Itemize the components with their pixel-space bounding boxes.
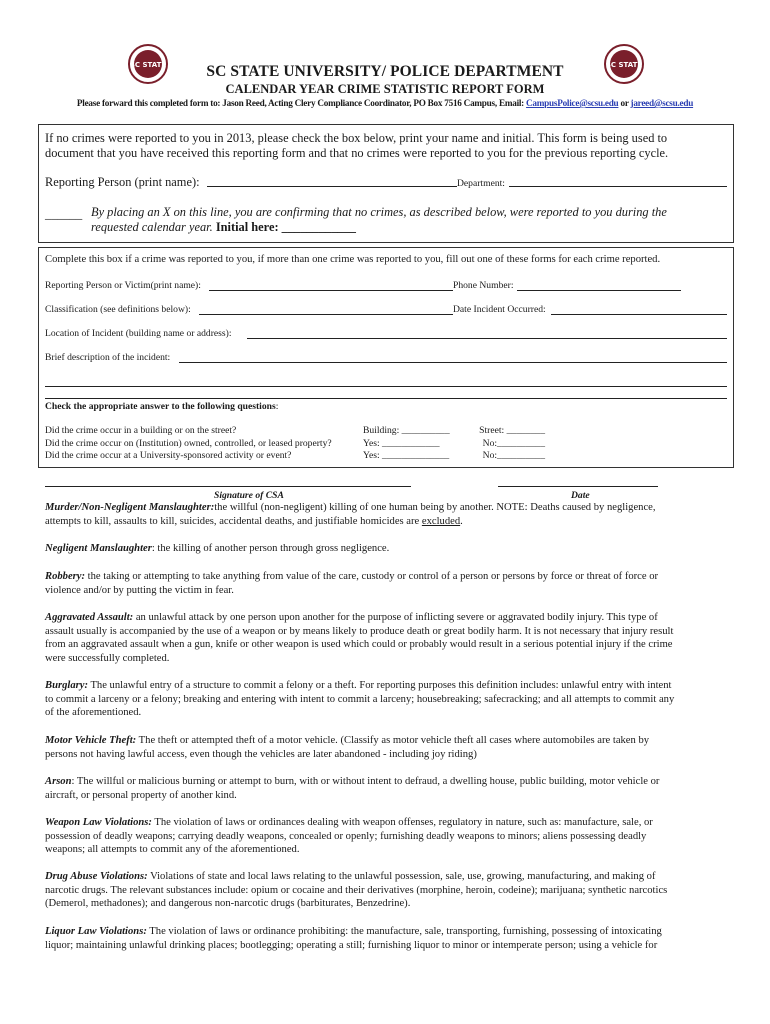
description-label: Brief description of the incident: [45,352,171,363]
classification-label: Classification (see definitions below): [45,304,191,315]
reporting-person-field[interactable] [207,186,457,187]
phone-label: Phone Number: [453,280,514,291]
definition-robbery [45,570,735,597]
location-field[interactable] [247,338,727,339]
question-3: Did the crime occur at a University-sponsored activity or event? [45,450,292,461]
murder-line-2: attempts to kill, assaults to kill, suicides, accidental deaths, and justifiable homicides are [45,515,422,527]
term-motor-vehicle-theft: Motor Vehicle Theft: [45,735,137,746]
forward-instructions [0,98,770,108]
murder-excluded: excluded [421,515,461,527]
crime-report-box [38,247,734,468]
initial-here-field[interactable]: Initial here: ____________ [215,220,357,234]
arson-text: : The willful or malicious burning or attempt to burn, with or without intent to defraud, a dwelling house, public building, motor vehicle or aircraft, or personal property of another kind. [45,776,660,801]
answer-column-2 [463,425,545,463]
answer-owned-yes[interactable]: Yes: ____________ [363,437,440,449]
answer-column-1 [363,425,450,463]
term-burglary: Burglary: [45,680,88,691]
phone-field[interactable] [517,290,681,291]
term-murder: Murder/Non-Negligent Manslaughter: [45,502,215,513]
term-drug-abuse: Drug Abuse Violations: [45,871,148,882]
form-subtitle: CALENDAR YEAR CRIME STATISTIC REPORT FORM [225,82,545,96]
motor-vehicle-text: The theft or attempted theft of a motor vehicle. (Classify as motor vehicle theft all cases where automobiles are taken by persons not having lawful access, even though the vehicles are later abandoned - including joy riding) [45,735,650,760]
department-field[interactable] [509,186,727,187]
confirm-line-1: By placing an X on this line, you are confirming that no crimes, as described below, were reported to you during the [91,205,667,219]
robbery-line-2: violence and/or by putting the victim in fear. [45,584,234,596]
reporting-person-label: Reporting Person (print name): [45,175,200,189]
location-label: Location of Incident (building name or address): [45,328,232,339]
confirm-line-2: requested calendar year. [91,220,213,234]
questions-heading-text: Check the appropriate answer to the following questions [45,401,276,412]
signature-date-field[interactable] [498,486,658,487]
description-field-line-1[interactable] [179,362,727,363]
description-field-line-2[interactable] [45,386,727,387]
email-link-campus-police[interactable]: CampusPolice@scsu.edu [526,98,619,108]
description-field-line-3[interactable] [45,398,727,399]
definition-negligent-manslaughter [45,542,735,556]
svg-text:SC STATE: SC STATE [605,61,643,69]
answer-event-yes[interactable]: Yes: ______________ [363,450,450,461]
assault-line-4: were successfully completed. [45,652,170,664]
confirm-blank-field[interactable]: ______ [45,207,83,221]
definition-motor-vehicle-theft [45,734,735,761]
date-occurred-field[interactable] [551,314,727,315]
negligent-line-1: : the killing of another person through gross negligence. [151,543,390,554]
assault-line-3: from an aggravated assault when a gun, knife or other weapon is used which could or probably would result in a serious potential injury if the crime [45,639,673,651]
definition-weapon-law [45,816,735,857]
page-title: SC STATE UNIVERSITY/ POLICE DEPARTMENT [206,63,564,80]
victim-name-field[interactable] [209,290,453,291]
question-1: Did the crime occur in a building or on the street? [45,425,237,436]
date-occurred-label: Date Incident Occurred: [453,304,546,315]
department-label: Department: [457,178,505,189]
answer-owned-no[interactable]: No:__________ [482,437,545,449]
questions-list [45,425,332,463]
term-aggravated-assault: Aggravated Assault: [45,612,134,623]
term-liquor-law: Liquor Law Violations: [45,926,147,937]
murder-line-1: the willful (non-negligent) killing of one human being by another. NOTE: Deaths caused by negligence, [214,502,656,513]
no-crimes-box [38,124,734,243]
answer-street[interactable]: Street: ________ [479,425,545,436]
term-robbery: Robbery: [45,571,86,582]
definition-arson [45,775,735,802]
murder-period: . [460,515,463,527]
forward-text: Please forward this completed form to: Jason Reed, Acting Clery Compliance Coordinator, PO Box 7516 Campus, Email: [76,98,524,108]
or-text: or [620,98,629,108]
definition-liquor-law [45,925,735,952]
questions-heading-colon: : [275,401,279,412]
intro-line-2: document that you have received this reporting form and that no crimes were reported to you for the previous reporting cycle. [45,146,669,160]
questions-heading [45,401,278,412]
definition-burglary [45,679,735,720]
email-link-jareed[interactable]: jareed@scsu.edu [630,98,694,108]
burglary-text: The unlawful entry of a structure to commit a felony or a theft. For reporting purposes this definition includes: unlawful entry with intent to commit a larceny or a felony; breaking and entering with intent to commit a larceny; housebreaking; safecracking; and all attempts to commit any of the aforementioned. [45,680,675,719]
no-crimes-intro [45,131,729,161]
definition-aggravated-assault [45,611,735,665]
svg-text:SC STATE: SC STATE [129,61,167,69]
confirm-statement [91,205,731,235]
assault-line-2: assault usually is accompanied by the use of a weapon or by means likely to produce death or great bodily harm. It is not necessary that injury result [45,625,674,637]
definition-murder [45,501,735,528]
assault-line-1: an unlawful attack by one person upon another for the purpose of inflicting severe or aggravated bodily injury. This type of [133,612,658,623]
signature-label: Signature of CSA [214,490,284,501]
answer-event-no[interactable]: No:__________ [482,450,545,461]
question-2: Did the crime occur on (Institution) owned, controlled, or leased property? [45,437,332,449]
term-negligent-manslaughter: Negligent Manslaughter [45,543,152,554]
robbery-line-1: the taking or attempting to take anything from value of the care, custody or control of a person or persons by force or threat of force or [85,571,659,582]
intro-line-1: If no crimes were reported to you in 2013, please check the box below, print your name and initial. This form is being used to [45,131,668,145]
signature-date-label: Date [571,490,590,501]
definition-drug-abuse [45,870,735,911]
classification-field[interactable] [199,314,453,315]
victim-name-label: Reporting Person or Victim(print name): [45,280,201,291]
signature-field[interactable] [45,486,411,487]
answer-building[interactable]: Building: __________ [363,425,450,436]
weapon-law-text: The violation of laws or ordinances dealing with weapon offenses, regulatory in nature, such as: manufacture, sale, or possession of deadly weapons; carrying deadly weapons, concealed or openly; furnishing deadly weapons to minors; aliens possessing deadly weapons; all attempts to commit any of the aforementioned. [45,817,653,856]
term-weapon-law: Weapon Law Violations: [45,817,152,828]
drug-abuse-text: Violations of state and local laws relating to the unlawful possession, sale, use, growing, manufacturing, and making of narcotic drugs. The relevant substances include: opium or cocaine and their derivatives (morphine, heroin, codeine); marijuana; synthetic narcotics (Demerol, methadones); and dangerous non-narcotic drugs (barbiturates, Benzedrine). [45,871,668,910]
crime-box-intro: Complete this box if a crime was reported to you, if more than one crime was reported to you, fill out one of these forms for each crime reported. [45,254,661,265]
liquor-law-text: The violation of laws or ordinance prohibiting: the manufacture, sale, transporting, furnishing, possessing of intoxicating liquor; maintaining unlawful drinking places; bootlegging; operating a still; furnishing liquor to minor or intemperate person; using a vehicle for [45,926,662,951]
term-arson: Arson [45,776,72,787]
